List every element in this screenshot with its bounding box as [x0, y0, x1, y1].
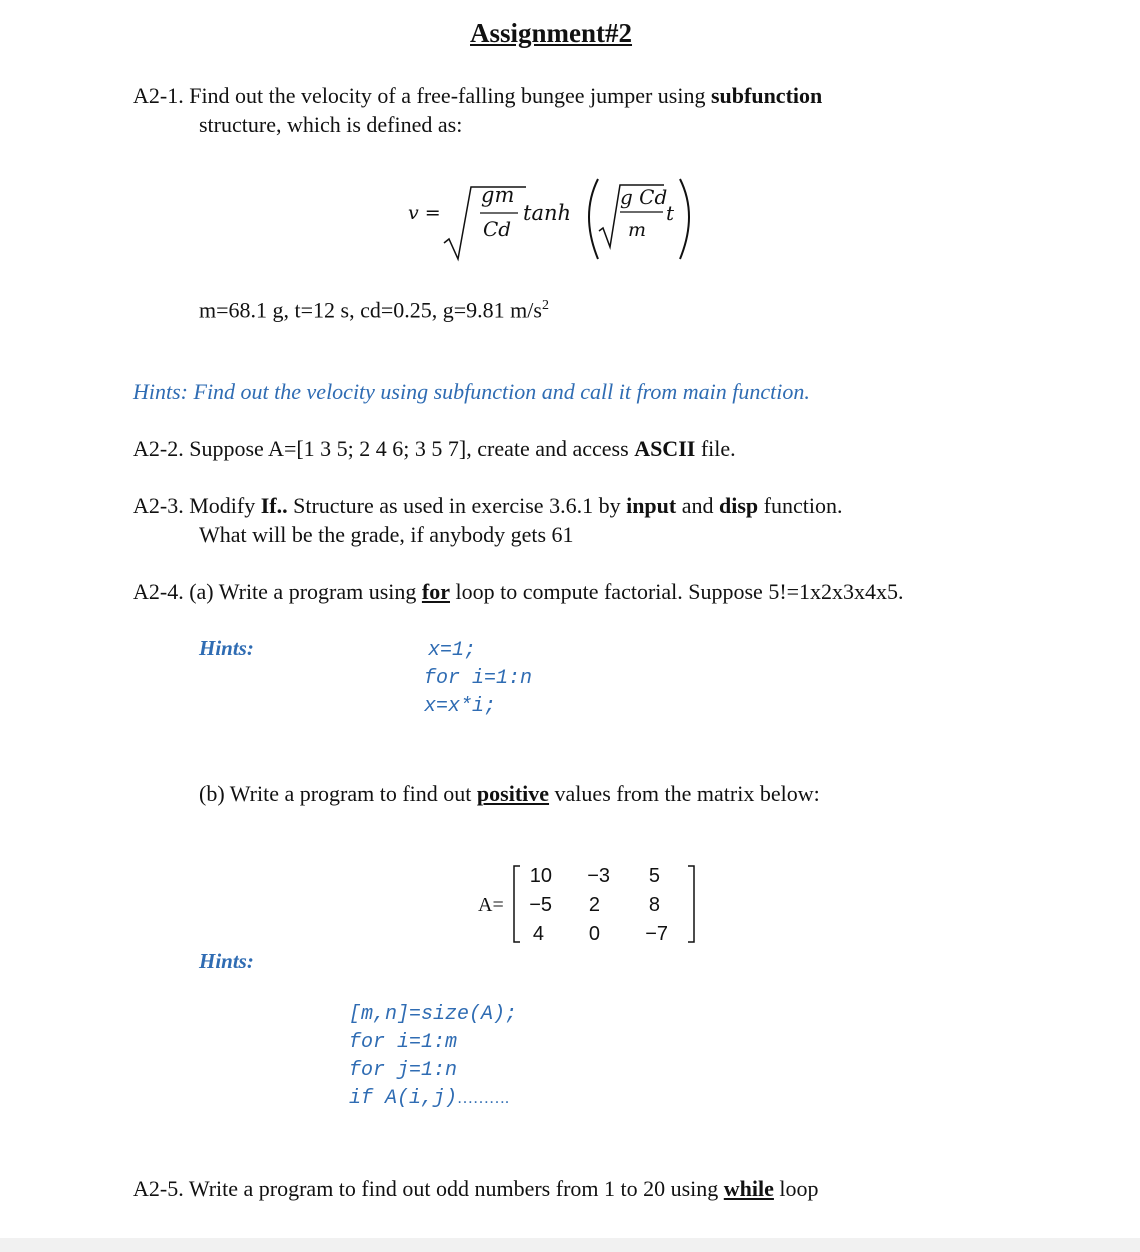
- q3-bold-input: input: [626, 493, 677, 518]
- q1-text: A2-1. Find out the velocity of a free-falling bungee jumper using: [133, 83, 711, 108]
- q3-mid2: and: [676, 493, 719, 518]
- q5-prefix: A2-5. Write a program to find out odd numbers from 1 to 20 using: [133, 1176, 724, 1201]
- code-line: [349, 1085, 517, 1113]
- matrix-cell: 4: [532, 923, 544, 945]
- matrix-cell: 8: [648, 894, 660, 916]
- q2-suffix: file.: [695, 436, 736, 461]
- formula-num1: gm: [481, 183, 515, 207]
- question-a2-1-line1: [133, 81, 822, 110]
- hint-label-a: Hints:: [199, 636, 254, 660]
- q3-bold-disp: disp: [719, 493, 759, 518]
- formula-den2: m: [628, 219, 647, 241]
- matrix-cell: −5: [529, 894, 552, 916]
- formula-num2: g Cd: [620, 185, 668, 209]
- code-line: for i=1:n: [424, 667, 533, 690]
- code-dots: ……….: [457, 1090, 510, 1107]
- formula-t: t: [666, 201, 675, 225]
- left-paren: [589, 179, 598, 259]
- hint-a2-1: Hints: Find out the velocity using subfunction and call it from main function.: [133, 379, 810, 404]
- q4-prefix: A2-4. (a) Write a program using: [133, 579, 422, 604]
- q4b-suffix: values from the matrix below:: [549, 781, 820, 806]
- right-paren: [680, 179, 689, 259]
- code-text: if A(i,j): [349, 1087, 458, 1110]
- code-line: [m,n]=size(A);: [349, 1003, 518, 1026]
- q5-bold-while: while: [723, 1176, 774, 1201]
- matrix-cell: −7: [645, 923, 668, 945]
- matrix-cell: 10: [529, 865, 552, 887]
- velocity-formula: [380, 165, 720, 265]
- question-a2-4b: [199, 779, 820, 808]
- formula-den1: Cd: [483, 217, 512, 241]
- q4b-bold-positive: positive: [476, 781, 550, 806]
- code-line: x=x*i;: [424, 695, 497, 718]
- matrix-right-bracket: [688, 866, 694, 942]
- matrix-a: [478, 862, 708, 946]
- q3-mid1: Structure as used in exercise 3.6.1 by: [287, 493, 627, 518]
- code-line: for i=1:m: [349, 1031, 458, 1054]
- question-a2-2: [133, 434, 736, 463]
- formula-parameters: [199, 291, 549, 324]
- hint-label-b: Hints:: [199, 949, 254, 973]
- q4-suffix: loop to compute factorial. Suppose 5!=1x2x3x4x5.: [450, 579, 904, 604]
- matrix-cell: 5: [648, 865, 660, 887]
- q2-text: A2-2. Suppose A=[1 3 5; 2 4 6; 3 5 7], create and access: [133, 436, 635, 461]
- matrix-cell: −3: [587, 865, 610, 887]
- params-superscript: 2: [541, 298, 549, 313]
- q4-bold-for: for: [421, 579, 450, 604]
- question-a2-5: [133, 1174, 819, 1203]
- formula-lhs: v =: [408, 202, 441, 224]
- q3-suffix: function.: [758, 493, 843, 518]
- page-title: Assignment#2: [470, 18, 633, 48]
- question-a2-3-line1: [133, 491, 842, 520]
- question-a2-3-line2: What will be the grade, if anybody gets 61: [199, 522, 574, 547]
- code-line: for j=1:n: [349, 1059, 458, 1082]
- code-block-a: [424, 637, 532, 721]
- q2-bold-ascii: ASCII: [634, 436, 696, 461]
- question-a2-4a: [133, 577, 904, 606]
- question-a2-1-line2: structure, which is defined as:: [199, 112, 463, 137]
- q1-bold-subfunction: subfunction: [710, 83, 823, 108]
- code-block-b: [349, 1001, 517, 1113]
- matrix-label: A=: [478, 894, 504, 916]
- code-line: x=1;: [428, 639, 477, 662]
- q3-prefix: A2-3. Modify: [133, 493, 261, 518]
- q5-suffix: loop: [773, 1176, 819, 1201]
- formula-tanh: tanh: [523, 201, 572, 225]
- params-text: m=68.1 g, t=12 s, cd=0.25, g=9.81 m/s: [199, 297, 542, 323]
- q4b-prefix: (b) Write a program to find out: [199, 781, 477, 806]
- page-bottom-edge: [0, 1238, 1140, 1252]
- matrix-cell: 2: [588, 894, 600, 916]
- matrix-cell: 0: [588, 923, 600, 945]
- q3-bold-if: If..: [260, 493, 288, 518]
